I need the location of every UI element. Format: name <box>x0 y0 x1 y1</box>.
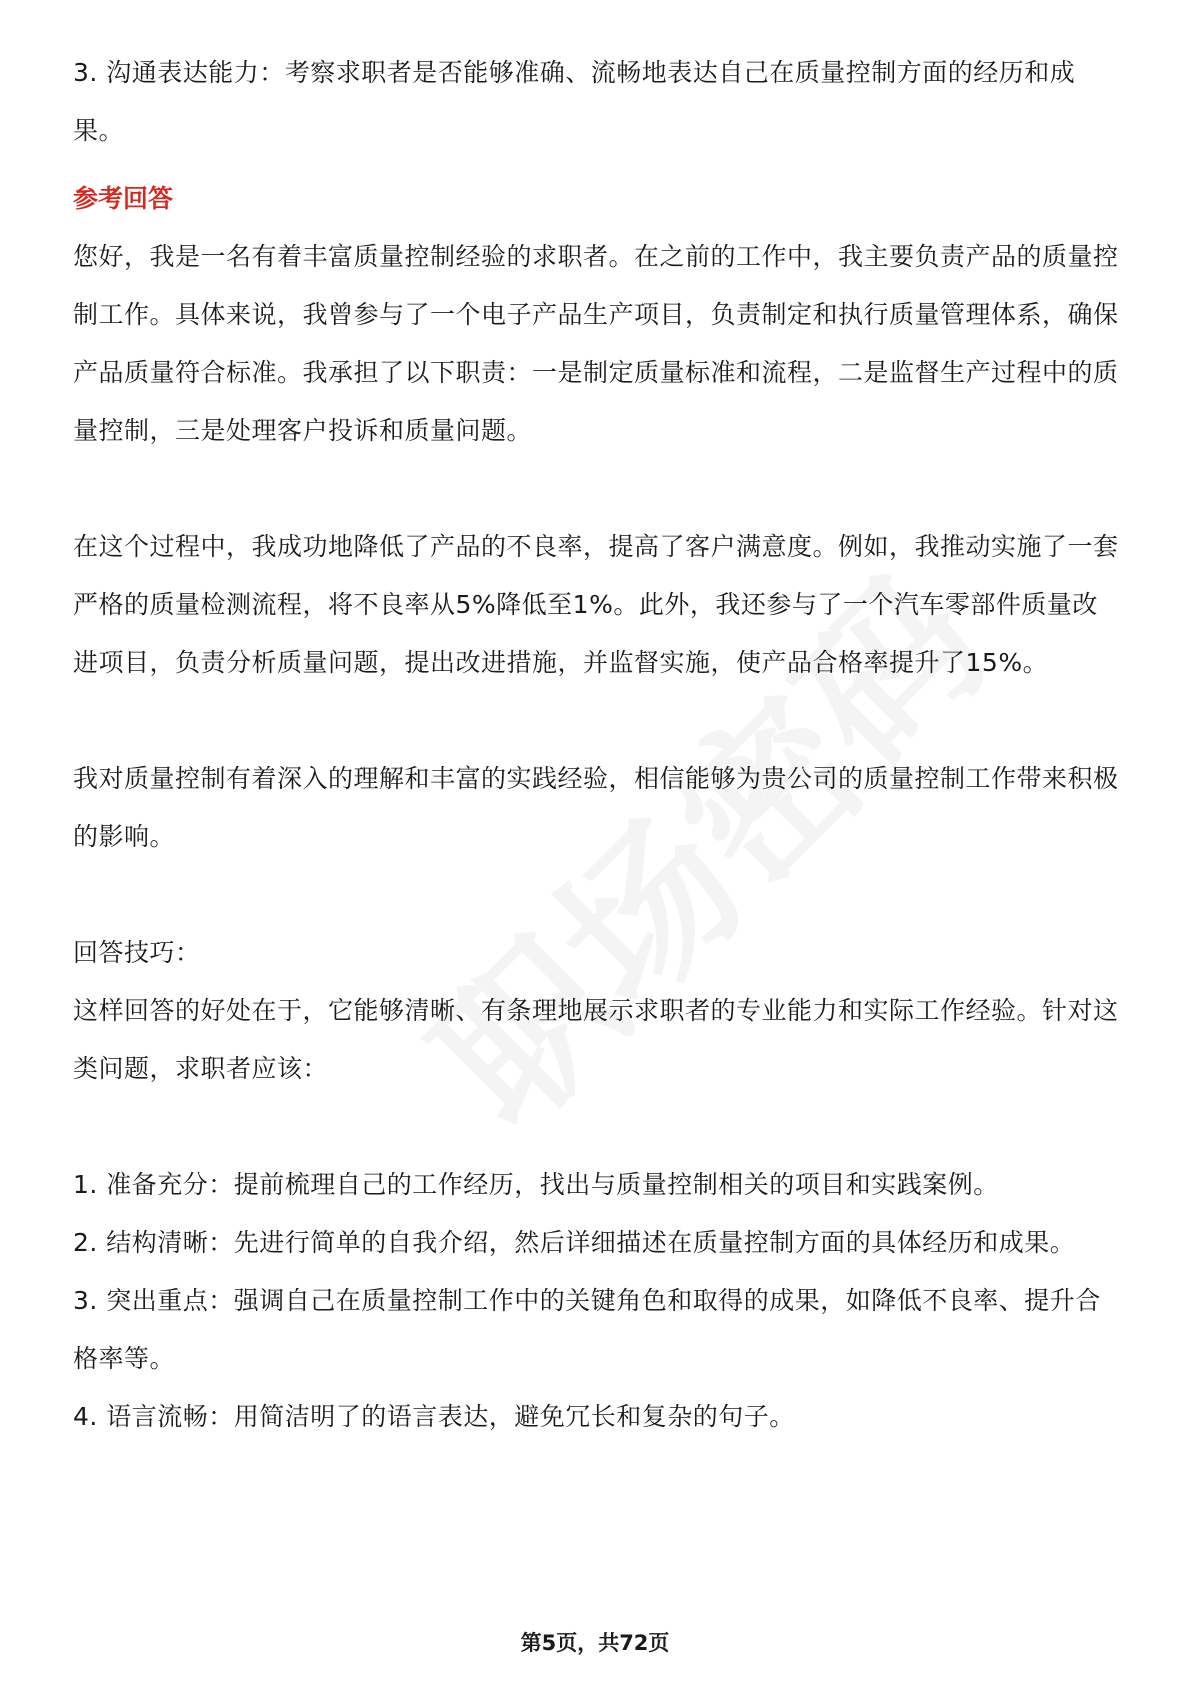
tip-item-4: 4. 语言流畅：用简洁明了的语言表达，避免冗长和复杂的句子。 <box>73 1402 795 1431</box>
reference-answer-heading: 参考回答 <box>73 184 174 213</box>
answer-paragraph-3: 我对质量控制有着深入的理解和丰富的实践经验，相信能够为贵公司的质量控制工作带来积极的影响。 <box>73 764 1119 851</box>
question-criterion-3: 3. 沟通表达能力：考察求职者是否能够准确、流畅地表达自己在质量控制方面的经历和成果。 <box>73 58 1076 145</box>
tip-item-2: 2. 结构清晰：先进行简单的自我介绍，然后详细描述在质量控制方面的具体经历和成果。 <box>73 1228 1076 1257</box>
tip-item-3: 3. 突出重点：强调自己在质量控制工作中的关键角色和取得的成果，如降低不良率、提升合格率等。 <box>73 1286 1101 1373</box>
tip-item-1: 1. 准备充分：提前梳理自己的工作经历，找出与质量控制相关的项目和实践案例。 <box>73 1170 999 1199</box>
page-number: 第5页，共72页 <box>520 1631 670 1655</box>
answer-paragraph-2: 在这个过程中，我成功地降低了产品的不良率，提高了客户满意度。例如，我推动实施了一套严格的质量检测流程，将不良率从5%降低至1%。此外，我还参与了一个汽车零部件质量改进项目，负责分析质量问题，提出改进措施，并监督实施，使产品合格率提升了15%。 <box>73 532 1119 677</box>
document-body <box>73 44 1123 1446</box>
tips-heading: 回答技巧： <box>73 938 201 967</box>
answer-paragraph-1: 您好，我是一名有着丰富质量控制经验的求职者。在之前的工作中，我主要负责产品的质量控制工作。具体来说，我曾参与了一个电子产品生产项目，负责制定和执行质量管理体系，确保产品质量符合标准。我承担了以下职责：一是制定质量标准和流程，二是监督生产过程中的质量控制，三是处理客户投诉和质量问题。 <box>73 242 1119 445</box>
tips-intro: 这样回答的好处在于，它能够清晰、有条理地展示求职者的专业能力和实际工作经验。针对这类问题，求职者应该： <box>73 996 1119 1083</box>
